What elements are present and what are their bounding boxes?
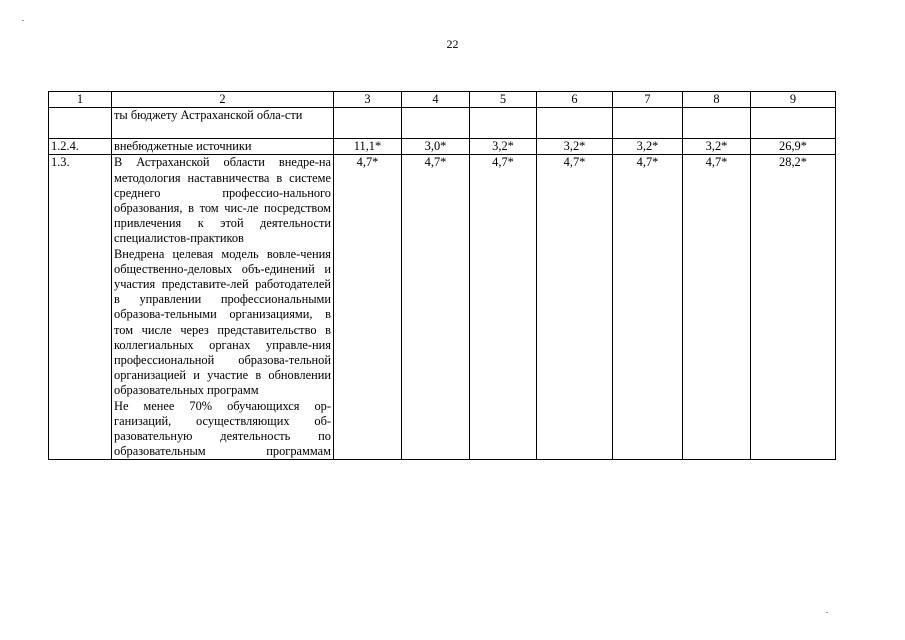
row-description xyxy=(112,155,334,460)
value-cell xyxy=(613,108,683,139)
table-row xyxy=(49,139,836,155)
header-cell: 5 xyxy=(470,92,537,108)
value-cell: 11,1* xyxy=(334,139,402,155)
value-cell: 4,7* xyxy=(402,155,470,460)
header-cell: 7 xyxy=(613,92,683,108)
row-description xyxy=(112,108,334,139)
value-cell xyxy=(470,108,537,139)
description-paragraph: В Астраханской области внедре-на методология наставничества в системе среднего профессио-нального образования, в том чис-ле посредством привлечения к этой деятельности специалистов-практиков xyxy=(114,155,331,246)
value-cell: 3,2* xyxy=(613,139,683,155)
description-paragraph: ты бюджету Астраханской обла-сти xyxy=(114,108,303,123)
row-index xyxy=(49,108,112,139)
value-cell: 3,2* xyxy=(470,139,537,155)
description-paragraph: внебюджетные источники xyxy=(114,139,252,154)
header-cell: 9 xyxy=(751,92,836,108)
header-cell: 4 xyxy=(402,92,470,108)
header-cell: 2 xyxy=(112,92,334,108)
value-cell xyxy=(683,108,751,139)
table-row xyxy=(49,155,836,460)
table-row xyxy=(49,108,836,139)
value-cell: 3,0* xyxy=(402,139,470,155)
header-cell: 6 xyxy=(537,92,613,108)
row-description xyxy=(112,139,334,155)
value-cell xyxy=(334,108,402,139)
page-number: 22 xyxy=(446,37,459,51)
value-cell xyxy=(751,108,836,139)
scan-speck xyxy=(22,20,24,21)
description-paragraph: Внедрена целевая модель вовле-чения общественно-деловых объ-единений и участия представите-лей работодателей в управлении профессиональными образова-тельными организациями, в том числе через представительство в коллегиальных органах управле-ния профессиональной образова-тельной организацией и участие в обновлении образовательных программ xyxy=(114,246,331,398)
value-cell: 4,7* xyxy=(537,155,613,460)
value-cell: 28,2* xyxy=(751,155,836,460)
value-cell: 3,2* xyxy=(683,139,751,155)
value-cell xyxy=(537,108,613,139)
data-table xyxy=(48,91,836,460)
header-cell: 8 xyxy=(683,92,751,108)
value-cell xyxy=(402,108,470,139)
header-cell: 1 xyxy=(49,92,112,108)
value-cell: 4,7* xyxy=(613,155,683,460)
description-paragraph: Не менее 70% обучающихся ор-ганизаций, осуществляющих об-разовательную деятельность по образовательным программам xyxy=(114,398,331,459)
scan-speck xyxy=(826,612,828,613)
value-cell: 3,2* xyxy=(537,139,613,155)
value-cell: 4,7* xyxy=(683,155,751,460)
row-index: 1.3. xyxy=(49,155,112,460)
value-cell: 4,7* xyxy=(334,155,402,460)
header-row xyxy=(49,92,836,108)
row-index: 1.2.4. xyxy=(49,139,112,155)
value-cell: 4,7* xyxy=(470,155,537,460)
header-cell: 3 xyxy=(334,92,402,108)
value-cell: 26,9* xyxy=(751,139,836,155)
